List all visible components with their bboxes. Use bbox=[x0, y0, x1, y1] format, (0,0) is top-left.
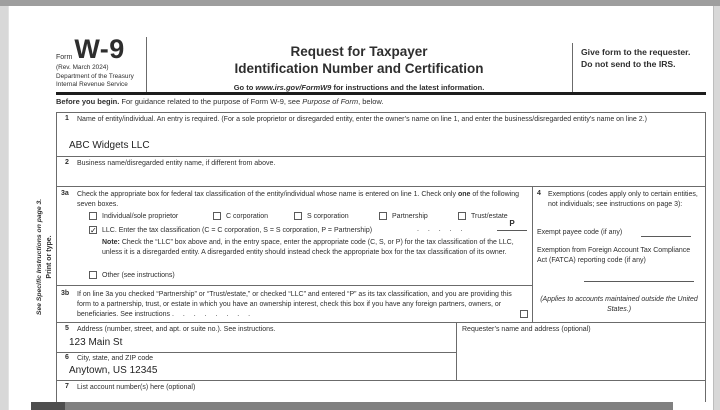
before-bold: Before you begin. bbox=[56, 97, 120, 106]
fatca-label: Exemption from Foreign Account Tax Compliance Act (FATCA) reporting code (if any) bbox=[537, 247, 691, 265]
line3b-number: 3b bbox=[61, 290, 70, 297]
requester-label: Requester’s name and address (optional) bbox=[462, 326, 591, 333]
checkbox-individual[interactable] bbox=[89, 212, 97, 220]
print-or-type-sidebar bbox=[36, 177, 58, 337]
line6-city-state-zip-field[interactable]: Anytown, US 12345 bbox=[69, 365, 158, 376]
col4-divider bbox=[532, 186, 533, 322]
checkbox-llc-checked[interactable] bbox=[89, 226, 97, 234]
fatca-code-field[interactable] bbox=[584, 272, 694, 282]
goto-post: for instructions and the latest information. bbox=[331, 82, 485, 92]
form-title-line1: Request for Taxpayer bbox=[290, 44, 428, 59]
requester-divider bbox=[456, 322, 457, 380]
form-title-block bbox=[147, 44, 571, 92]
applies-note: (Applies to accounts maintained outside the United States.) bbox=[540, 296, 698, 314]
sidebar-print-or-type: Print or type. bbox=[45, 235, 53, 279]
line7-label: List account number(s) here (optional) bbox=[77, 384, 196, 391]
llc-leader-dots: . . . . . bbox=[417, 226, 464, 233]
line5-address-field[interactable]: 123 Main St bbox=[69, 337, 123, 348]
line3a-label bbox=[77, 190, 525, 210]
form-id-block bbox=[56, 34, 144, 90]
row3a-bottom-rule bbox=[56, 285, 532, 286]
form-revision: (Rev. March 2024) bbox=[56, 63, 109, 71]
checkbox-c-corporation[interactable] bbox=[213, 212, 221, 220]
line3b-leader-dots: . . . . . . . . bbox=[171, 311, 252, 319]
row1-bottom-rule bbox=[56, 156, 706, 157]
requester-field[interactable] bbox=[462, 336, 697, 376]
line4-number: 4 bbox=[537, 190, 541, 197]
form-department: Department of the Treasury bbox=[56, 72, 134, 80]
form-goto-line bbox=[147, 83, 571, 92]
row5-bottom-rule bbox=[56, 352, 456, 353]
header-divider-right bbox=[572, 43, 573, 92]
note-text: Check the “LLC” box above and, in the entry space, enter the appropriate code (C, S, or P) for the tax classification of the LLC, unless it is a disregarded entity. A disregarded entity should instead check the appropriate box for the tax classification of its owner. bbox=[102, 239, 514, 257]
label-partnership: Partnership bbox=[392, 213, 428, 220]
row3-bottom-rule bbox=[56, 322, 706, 323]
sidebar-see-instructions: See Specific Instructions on page 3. bbox=[36, 198, 43, 316]
line3a-note bbox=[102, 238, 532, 258]
checkmark-icon: ✓ bbox=[90, 226, 97, 235]
note-bold: Note: bbox=[102, 239, 120, 246]
form-number: W-9 bbox=[74, 34, 125, 64]
before-mid: For guidance related to the purpose of Form W-9, see bbox=[119, 97, 303, 106]
line3a-number: 3a bbox=[61, 190, 69, 197]
checkbox-other[interactable] bbox=[89, 271, 97, 279]
line6-label: City, state, and ZIP code bbox=[77, 355, 154, 362]
label-other: Other (see instructions) bbox=[102, 272, 175, 279]
checkbox-s-corporation[interactable] bbox=[294, 212, 302, 220]
line1-number: 1 bbox=[65, 115, 69, 122]
part1-section-bar-cutoff bbox=[31, 402, 673, 410]
line3a-label-t2: of the following seven boxes. bbox=[77, 191, 520, 209]
before-end: , below. bbox=[358, 97, 384, 106]
row6-bottom-rule bbox=[56, 380, 706, 381]
form-agency: Internal Revenue Service bbox=[56, 81, 128, 89]
line5-label: Address (number, street, and apt. or suite no.). See instructions. bbox=[77, 326, 276, 333]
line5-number: 5 bbox=[65, 325, 69, 332]
llc-classification-field[interactable]: P bbox=[497, 219, 527, 231]
line4-label: Exemptions (codes apply only to certain entities, not individuals; see instructions on page 3): bbox=[548, 191, 698, 209]
row2-bottom-rule bbox=[56, 186, 706, 187]
before-italic: Purpose of Form bbox=[302, 97, 359, 106]
line2-label: Business name/disregarded entity name, if different from above. bbox=[77, 160, 276, 167]
line3a-label-bold: one bbox=[457, 191, 471, 198]
checkbox-trust-estate[interactable] bbox=[458, 212, 466, 220]
label-llc: LLC. Enter the tax classification (C = C corporation, S = S corporation, P = Partnership) bbox=[102, 227, 373, 234]
form-word: Form bbox=[56, 53, 73, 61]
line6-number: 6 bbox=[65, 354, 69, 361]
line1-name-field[interactable]: ABC Widgets LLC bbox=[69, 140, 150, 151]
before-you-begin bbox=[56, 97, 706, 108]
goto-url: www.irs.gov/FormW9 bbox=[255, 82, 332, 92]
exempt-payee-code-field[interactable] bbox=[641, 227, 691, 237]
line3b-text bbox=[77, 290, 525, 320]
line3a-label-t1: Check the appropriate box for federal tax classification of the entity/individual whose name is entered on line 1. Check only bbox=[77, 191, 458, 198]
line3b-body: If on line 3a you checked “Partnership” or “Trust/estate,” or checked “LLC” and entered “P” as its tax classification, and you are providing this form to a partnership, trust, or estate in which you have an ownership interest, check this box if you have any foreign partners, owners, or beneficiaries. See instructions bbox=[77, 291, 512, 319]
label-trust-estate: Trust/estate bbox=[471, 213, 508, 220]
label-s-corporation: S corporation bbox=[307, 213, 349, 220]
exempt-payee-label: Exempt payee code (if any) bbox=[537, 229, 623, 236]
label-individual: Individual/sole proprietor bbox=[102, 213, 179, 220]
label-c-corporation: C corporation bbox=[226, 213, 269, 220]
line1-label: Name of entity/individual. An entry is required. (For a sole proprietor or disregarded entity, enter the owner’s name on line 1, and enter the business/disregarded entity’s name on line 2.) bbox=[77, 116, 647, 123]
w9-form-page bbox=[8, 6, 714, 410]
table-top-rule bbox=[56, 112, 706, 113]
give-form-box: Give form to the requester. Do not send to the IRS. bbox=[581, 47, 691, 70]
header-heavy-rule bbox=[56, 92, 706, 95]
line7-number: 7 bbox=[65, 383, 69, 390]
checkbox-partnership[interactable] bbox=[379, 212, 387, 220]
line2-number: 2 bbox=[65, 159, 69, 166]
part1-section-bar-label-cutoff bbox=[31, 402, 65, 410]
form-title-line2: Identification Number and Certification bbox=[234, 60, 484, 76]
goto-pre: Go to bbox=[233, 82, 256, 92]
checkbox-foreign-partners[interactable] bbox=[520, 310, 528, 318]
